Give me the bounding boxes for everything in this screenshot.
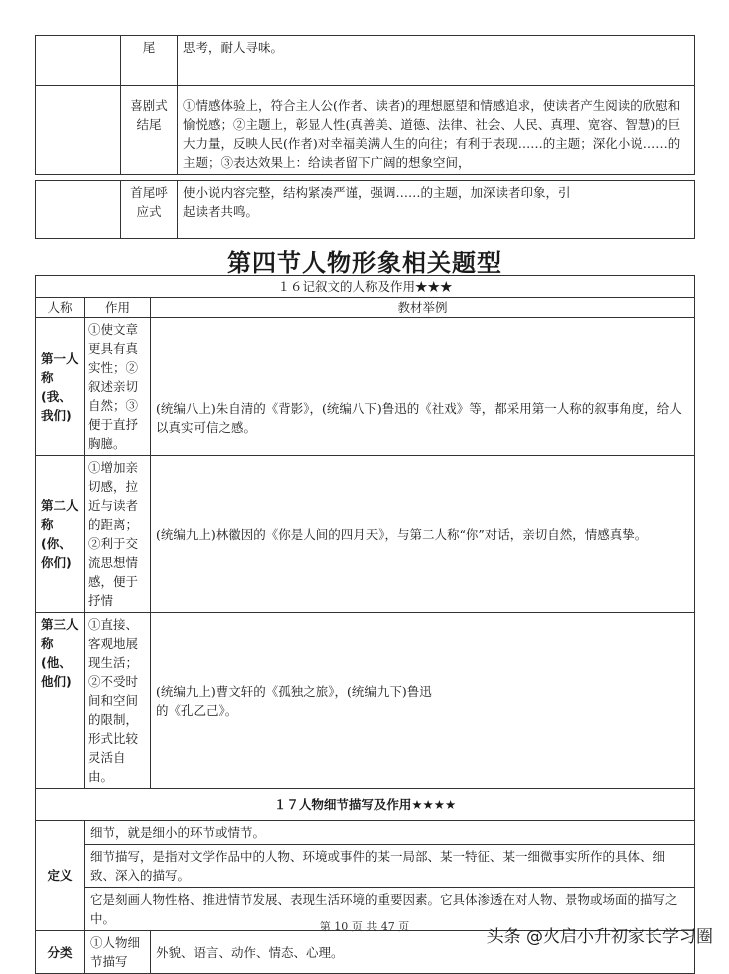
person-cell: 第三人称(他、他们) bbox=[36, 613, 85, 789]
category-text: 外貌、语言、动作、情态、心理。 bbox=[151, 931, 695, 974]
effect-cell: ①增加亲切感，拉近与读者的距离；②利于交流思想情感，便于抒情 bbox=[85, 456, 151, 613]
table16-title: １６记叙文的人称及作用★★★ bbox=[36, 276, 695, 298]
ending-type-label: 喜剧式结尾 bbox=[121, 86, 178, 175]
header-effect: 作用 bbox=[85, 298, 151, 318]
definition-text: 细节，就是细小的环节或情节。 bbox=[85, 821, 695, 845]
example-cell: (统编九上)曹文轩的《孤独之旅》，(统编九下)鲁迅的《孔乙己》。 bbox=[151, 613, 695, 789]
person-cell: 第一人称(我、我们) bbox=[36, 318, 85, 456]
blank-cell bbox=[36, 86, 121, 175]
ending-types-table-cont2 bbox=[35, 180, 695, 239]
ending-types-table-cont bbox=[35, 35, 695, 175]
ending-type-label: 尾 bbox=[121, 36, 178, 86]
person-cell: 第二人称(你、你们) bbox=[36, 456, 85, 613]
section-title: 第四节人物形象相关题型 bbox=[227, 249, 502, 277]
blank-cell bbox=[36, 181, 121, 239]
blank-cell bbox=[36, 36, 121, 86]
table17-title: １７人物细节描写及作用★★★★ bbox=[36, 789, 695, 821]
page-number: 第 10 页 共 47 页 bbox=[319, 920, 410, 933]
definition-label: 定义 bbox=[36, 821, 85, 931]
category-sub: ①人物细节描写 bbox=[85, 931, 151, 974]
definition-text: 细节描写，是指对文学作品中的人物、环境或事件的某一局部、某一特征、某一细微事实所作的具体、细致、深入的描写。 bbox=[85, 845, 695, 888]
header-example: 教材举例 bbox=[151, 298, 695, 318]
example-cell: (统编九上)林徽因的《你是人间的四月天》，与第二人称“你”对话，亲切自然，情感真挚。 bbox=[151, 456, 695, 613]
watermark-text: 头条 @火启小升初家长学习圈 bbox=[486, 927, 713, 947]
example-cell: (统编八上)朱自清的《背影》，(统编八下)鲁迅的《社戏》等，都采用第一人称的叙事角度，给人以真实可信之感。 bbox=[151, 318, 695, 456]
effect-cell: ①使文章更具有真实性；②叙述亲切自然；③便于直抒胸臆。 bbox=[85, 318, 151, 456]
ending-type-text: 使小说内容完整，结构紧凑严谨，强调……的主题，加深读者印象，引起读者共鸣。 bbox=[178, 181, 695, 239]
effect-cell: ①直接、客观地展现生活；②不受时间和空间的限制，形式比较灵活自由。 bbox=[85, 613, 151, 789]
definition-text: 它是刻画人物性格、推进情节发展、表现生活环境的重要因素。它具体渗透在对人物、景物或场面的描写之中。 bbox=[85, 888, 695, 931]
ending-type-text: ①情感体验上，符合主人公(作者、读者)的理想愿望和情感追求，使读者产生阅读的欣慰和愉悦感；②主题上，彰显人性(真善美、道德、法律、社会、人民、真理、宽容、智慧)的巨大力量，反映人民(作者)对幸福美满人生的向往；有利于表现……的主题；深化小说……的主题；③表达效果上：给读者留下广阔的想象空间， bbox=[178, 86, 695, 175]
ending-type-text: 思考，耐人寻味。 bbox=[178, 36, 695, 86]
header-person: 人称 bbox=[36, 298, 85, 318]
narrative-person-table bbox=[35, 275, 695, 974]
category-label: 分类 bbox=[36, 931, 85, 974]
ending-type-label: 首尾呼应式 bbox=[121, 181, 178, 239]
